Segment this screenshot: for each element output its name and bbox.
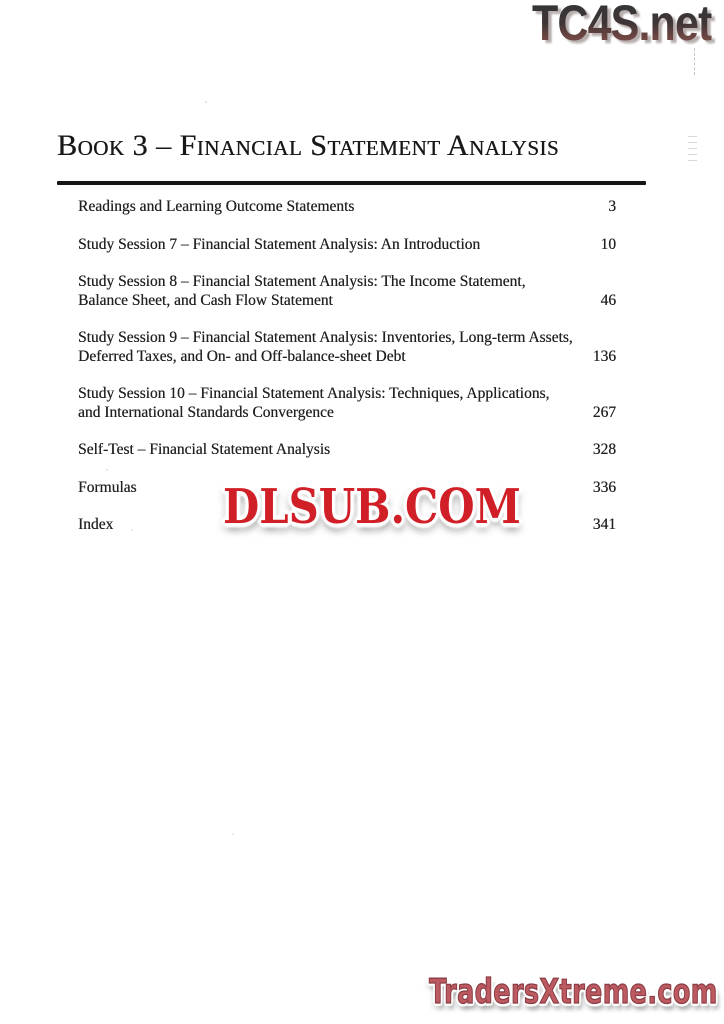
toc-entry-page: 3 <box>608 198 616 215</box>
watermark-tradersxtreme: TradersXtreme.com <box>429 972 718 1012</box>
toc-entry-page: 46 <box>600 291 616 309</box>
toc-entry-title: Study Session 9 – Financial Statement Analysis: Inventories, Long-term Assets, Deferred Taxes, and On- and Off-balance-sheet Debt <box>78 329 573 365</box>
scan-speck <box>232 833 234 835</box>
toc-entry-title: Index <box>78 516 114 533</box>
toc-entry-title: Study Session 8 – Financial Statement Analysis: The Income Statement, Balance Sheet, and Cash Flow Statement <box>78 273 526 309</box>
toc-entry <box>78 385 616 422</box>
divider-rule <box>57 181 646 185</box>
toc-entry-title: Study Session 7 – Financial Statement Analysis: An Introduction <box>78 235 481 253</box>
toc-entry <box>78 236 616 255</box>
toc-entry-page: 10 <box>600 235 616 253</box>
scan-artifact-dashed-line <box>694 48 695 75</box>
toc-entry <box>78 329 616 366</box>
toc-entry <box>78 273 616 310</box>
toc-entry-page: 136 <box>592 347 616 365</box>
toc-entry-title: Formulas <box>78 478 137 496</box>
toc-entry-title: Self-Test – Financial Statement Analysis <box>78 441 331 458</box>
toc-entry-title: Study Session 10 – Financial Statement Analysis: Techniques, Applications, and International Standards Convergence <box>78 385 550 421</box>
scan-artifact-margin-marks <box>688 136 697 164</box>
watermark-dlsub: DLSUB.COM <box>223 479 521 535</box>
page-title: Book 3 – Financial Statement Analysis <box>57 129 560 162</box>
toc-entry-page: 328 <box>592 441 616 458</box>
toc-entry-page: 341 <box>592 516 616 533</box>
toc-entry-page: 336 <box>592 478 616 496</box>
scan-speck <box>205 101 207 103</box>
toc-entry-title: Readings and Learning Outcome Statements <box>78 198 355 215</box>
toc-entry-page: 267 <box>592 403 616 421</box>
toc-entry <box>78 198 616 217</box>
toc-entry <box>78 441 616 460</box>
watermark-tc4s: TC4S.net <box>532 0 712 51</box>
